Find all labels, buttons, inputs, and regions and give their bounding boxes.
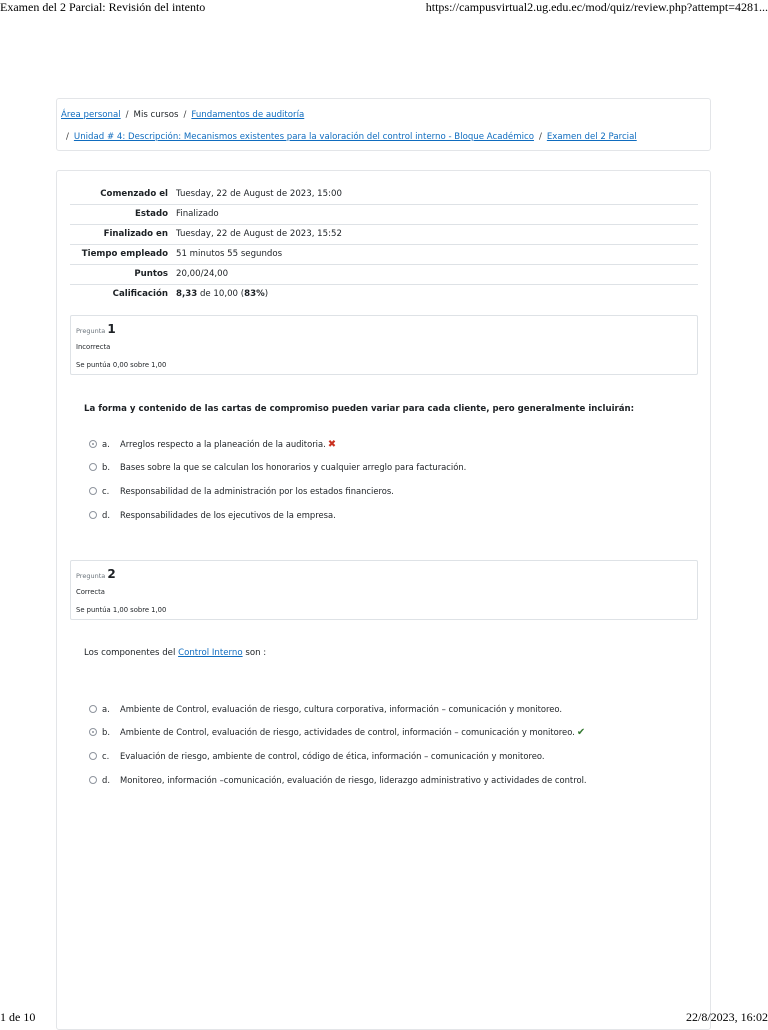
answer-text: Arreglos respecto a la planeación de la auditoria. — [120, 439, 326, 449]
grade-percent: 83% — [244, 289, 265, 299]
question-1-info — [70, 315, 698, 375]
radio-button[interactable] — [89, 705, 97, 713]
question-number — [76, 567, 116, 581]
summary-row-points — [70, 265, 698, 285]
incorrect-icon: ✖ — [327, 439, 337, 450]
breadcrumb-separator: / — [66, 132, 69, 142]
correct-check-icon: ✔ — [576, 727, 586, 738]
summary-row-finished — [70, 225, 698, 245]
summary-value: Tuesday, 22 de August de 2023, 15:52 — [176, 229, 342, 239]
question-2-answer-d — [89, 773, 587, 787]
answer-text: Ambiente de Control, evaluación de riesgo, cultura corporativa, información – comunicación y monitoreo. — [120, 704, 563, 714]
answer-text: Ambiente de Control, evaluación de riesgo, actividades de control, información – comunicación y monitoreo. — [120, 727, 575, 737]
answer-letter: c. — [102, 486, 110, 496]
question-label: Pregunta — [76, 327, 106, 335]
radio-button[interactable] — [89, 776, 97, 784]
question-grade: Se puntúa 0,00 sobre 1,00 — [76, 361, 167, 369]
question-2-text — [84, 648, 266, 658]
summary-row-grade — [70, 285, 698, 305]
control-interno-link[interactable]: Control Interno — [178, 648, 243, 658]
breadcrumb-mis-cursos: Mis cursos — [133, 110, 179, 120]
grade-mid: de 10,00 ( — [197, 289, 245, 299]
question-2-answer-b — [89, 725, 585, 739]
grade-value: 8,33 — [176, 289, 198, 299]
question-grade: Se puntúa 1,00 sobre 1,00 — [76, 606, 167, 614]
answer-text: Monitoreo, información –comunicación, evaluación de riesgo, liderazgo administrativo y actividades de control. — [120, 775, 587, 785]
grade-end: ) — [264, 289, 269, 299]
summary-label: Comenzado el — [100, 189, 168, 199]
print-datetime: 22/8/2023, 16:02 — [685, 1010, 768, 1024]
summary-label: Finalizado en — [103, 229, 168, 239]
breadcrumb-unit-link[interactable]: Unidad # 4: Descripción: Mecanismos existentes para la valoración del control interno - Bloque Académico — [73, 132, 534, 142]
question-text-before: Los componentes del — [84, 648, 179, 658]
question-2-answer-c — [89, 749, 545, 763]
print-header-url: https://campusvirtual2.ug.edu.ec/mod/quiz/review.php?attempt=4281... — [425, 0, 768, 14]
summary-row-time-taken — [70, 245, 698, 265]
summary-value: Tuesday, 22 de August de 2023, 15:00 — [176, 189, 342, 199]
answer-letter: b. — [102, 462, 110, 472]
print-header-title: Examen del 2 Parcial: Revisión del intento — [0, 0, 206, 14]
question-1-answer-a — [89, 437, 336, 451]
answer-letter: a. — [102, 439, 110, 449]
answer-text: Responsabilidad de la administración por los estados financieros. — [120, 486, 394, 496]
breadcrumb-exam-link[interactable]: Examen del 2 Parcial — [546, 132, 637, 142]
question-number — [76, 322, 116, 336]
breadcrumb-line-1 — [61, 110, 304, 120]
breadcrumb-separator: / — [125, 110, 129, 120]
breadcrumb-area-personal-link[interactable]: Área personal — [61, 110, 121, 120]
summary-value: Finalizado — [176, 209, 219, 219]
summary-label: Tiempo empleado — [81, 249, 168, 259]
breadcrumb-separator: / — [183, 110, 187, 120]
question-number-value: 2 — [107, 567, 116, 581]
answer-letter: c. — [102, 751, 110, 761]
radio-button[interactable] — [89, 752, 97, 760]
question-1-answer-d — [89, 508, 336, 522]
summary-label: Calificación — [112, 289, 168, 299]
answer-letter: d. — [102, 775, 110, 785]
question-number-value: 1 — [107, 322, 116, 336]
radio-button[interactable] — [89, 728, 97, 736]
answer-text: Responsabilidades de los ejecutivos de la empresa. — [120, 510, 336, 520]
print-header — [0, 0, 768, 16]
question-state: Correcta — [76, 588, 105, 596]
summary-label: Estado — [135, 209, 168, 219]
question-label: Pregunta — [76, 572, 106, 580]
answer-letter: a. — [102, 704, 110, 714]
summary-label: Puntos — [134, 269, 168, 279]
breadcrumb-separator: / — [538, 132, 542, 142]
question-1-answer-c — [89, 484, 394, 498]
question-2-info — [70, 560, 698, 620]
attempt-summary-table — [70, 185, 698, 304]
question-state: Incorrecta — [76, 343, 111, 351]
print-page-number: 1 de 10 — [0, 1010, 36, 1024]
question-2-answer-a — [89, 702, 562, 716]
answer-letter: b. — [102, 727, 110, 737]
summary-value: 20,00/24,00 — [176, 269, 229, 279]
breadcrumb — [56, 98, 711, 151]
question-text-after: son : — [242, 648, 267, 658]
summary-row-started — [70, 185, 698, 205]
summary-value — [172, 285, 698, 305]
radio-button[interactable] — [89, 487, 97, 495]
radio-button[interactable] — [89, 440, 97, 448]
summary-row-state — [70, 205, 698, 225]
radio-button[interactable] — [89, 511, 97, 519]
answer-text: Bases sobre la que se calculan los honorarios y cualquier arreglo para facturación. — [120, 462, 467, 472]
answer-letter: d. — [102, 510, 110, 520]
question-1-text: La forma y contenido de las cartas de compromiso pueden variar para cada cliente, pero generalmente incluirán: — [84, 404, 635, 414]
radio-button[interactable] — [89, 463, 97, 471]
answer-text: Evaluación de riesgo, ambiente de control, código de ética, información – comunicación y monitoreo. — [120, 751, 545, 761]
breadcrumb-course-link[interactable]: Fundamentos de auditoría — [191, 110, 305, 120]
breadcrumb-line-2 — [61, 132, 637, 142]
question-1-answer-b — [89, 460, 466, 474]
summary-value: 51 minutos 55 segundos — [176, 249, 283, 259]
